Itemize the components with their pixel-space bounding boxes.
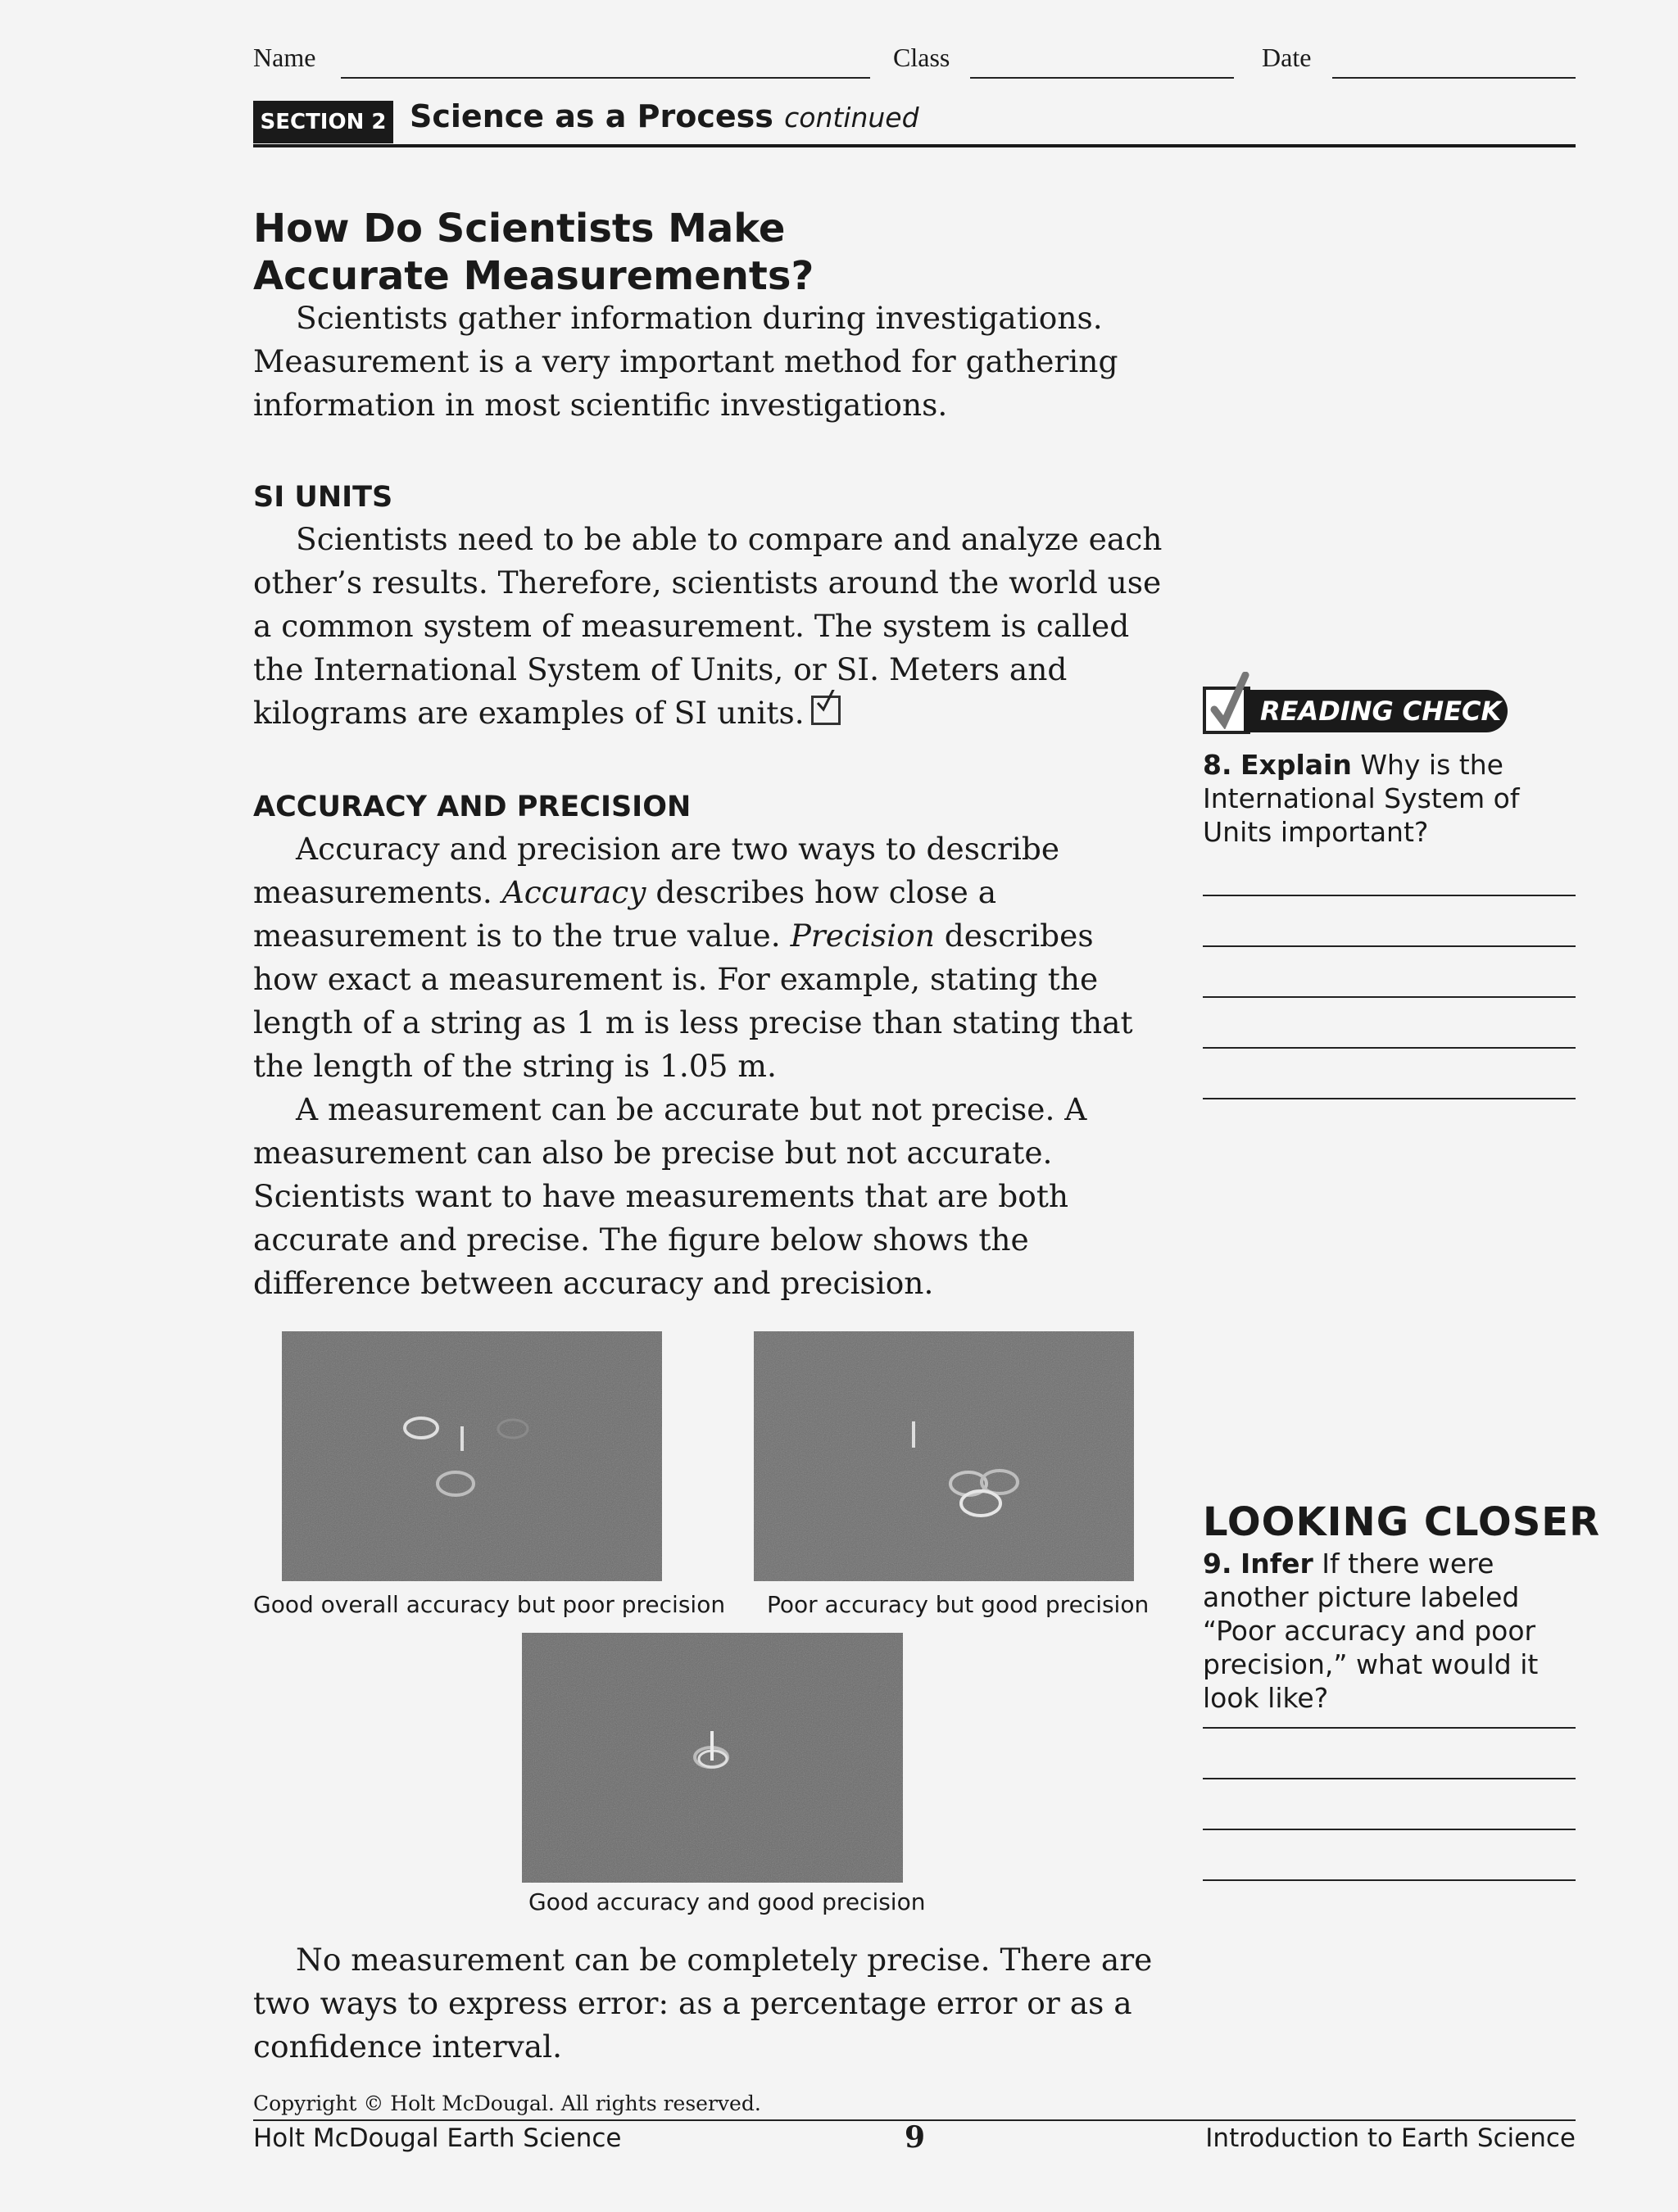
precision-term: Precision <box>790 918 935 954</box>
si-units-heading: SI UNITS <box>253 481 393 514</box>
q9-answer-line-4[interactable] <box>1203 1879 1576 1881</box>
copyright: Copyright © Holt McDougal. All rights reserved. <box>253 2092 761 2115</box>
q8-answer-line-2[interactable] <box>1203 945 1576 947</box>
caption-3: Good accuracy and good precision <box>528 1888 926 1915</box>
photo-accurate-and-precise <box>522 1633 903 1883</box>
name-label: Name <box>253 43 316 72</box>
intro-paragraph: Scientists gather information during investigations. Measurement is a very important method for gathering information in most scientific investigations. <box>253 300 1118 423</box>
name-field[interactable] <box>341 77 870 79</box>
q9-answer-line-3[interactable] <box>1203 1829 1576 1830</box>
q8-answer-line-5[interactable] <box>1203 1098 1576 1099</box>
reading-check-banner: READING CHECK <box>1244 690 1508 732</box>
accuracy-precision-paragraph <box>253 827 1163 1088</box>
q8-text: Why is the International System of Units important? <box>1203 749 1520 848</box>
section-continued: continued <box>784 102 919 134</box>
class-field[interactable] <box>970 77 1234 79</box>
q9-answer-line-2[interactable] <box>1203 1778 1576 1779</box>
q8-answer-line-3[interactable] <box>1203 996 1576 998</box>
footer-chapter-title: Introduction to Earth Science <box>1205 2124 1576 2153</box>
reading-check-marker-icon <box>811 696 841 725</box>
accuracy-term: Accuracy <box>501 874 646 910</box>
question-8 <box>1203 748 1576 849</box>
section-rule <box>253 144 1576 147</box>
ap-text-b: describes how close a measurement is to the true value. <box>253 874 997 954</box>
q8-answer-line-1[interactable] <box>1203 895 1576 896</box>
page-number: 9 <box>905 2120 926 2155</box>
closing-paragraph: No measurement can be completely precise. There are two ways to express error: as a percentage error or as a confidence interval. <box>253 1942 1153 2065</box>
q8-answer-line-4[interactable] <box>1203 1047 1576 1049</box>
accuracy-precision-paragraph-2: A measurement can be accurate but not precise. A measurement can also be precise but not accurate. Scientists want to have measurements that are both accurate and precise. The figure below shows the difference between accuracy and precision. <box>253 1091 1087 1301</box>
date-label: Date <box>1262 43 1312 72</box>
class-label: Class <box>893 43 950 72</box>
ap-text-c: describes how exact a measurement is. For example, stating the length of a string as 1 m is less precise than stating that the length of the string is 1.05 m. <box>253 918 1133 1084</box>
q9-number: 9. <box>1203 1548 1232 1580</box>
q8-number: 8. <box>1203 749 1232 781</box>
q9-answer-line-1[interactable] <box>1203 1727 1576 1729</box>
accuracy-precision-heading: ACCURACY AND PRECISION <box>253 791 692 823</box>
q8-verb: Explain <box>1240 749 1352 781</box>
ap-text-a: Accuracy and precision are two ways to describe measurements. <box>253 831 1060 910</box>
section-tag: SECTION 2 <box>253 101 393 143</box>
caption-2: Poor accuracy but good precision <box>767 1591 1150 1618</box>
footer-book-title: Holt McDougal Earth Science <box>253 2124 622 2153</box>
date-field[interactable] <box>1332 77 1576 79</box>
looking-closer-heading: LOOKING CLOSER <box>1203 1499 1601 1545</box>
caption-1: Good overall accuracy but poor precision <box>253 1591 726 1618</box>
section-title <box>410 98 919 134</box>
q9-verb: Infer <box>1240 1548 1313 1580</box>
section-title-text: Science as a Process <box>410 98 773 134</box>
si-units-paragraph <box>253 518 1163 735</box>
q9-text: If there were another picture labeled “Poor accuracy and poor precision,” what would it look like? <box>1203 1548 1539 1714</box>
photo-accurate-not-precise <box>282 1331 662 1581</box>
question-9 <box>1203 1547 1576 1715</box>
si-units-text: Scientists need to be able to compare and analyze each other’s results. Therefore, scientists around the world use a common system of measurement. The system is called the International System of Units, or SI. Meters and kilograms are examples of SI units. <box>253 521 1163 731</box>
page-heading: How Do Scientists Make Accurate Measurements? <box>253 206 814 299</box>
photo-precise-not-accurate <box>754 1331 1134 1581</box>
